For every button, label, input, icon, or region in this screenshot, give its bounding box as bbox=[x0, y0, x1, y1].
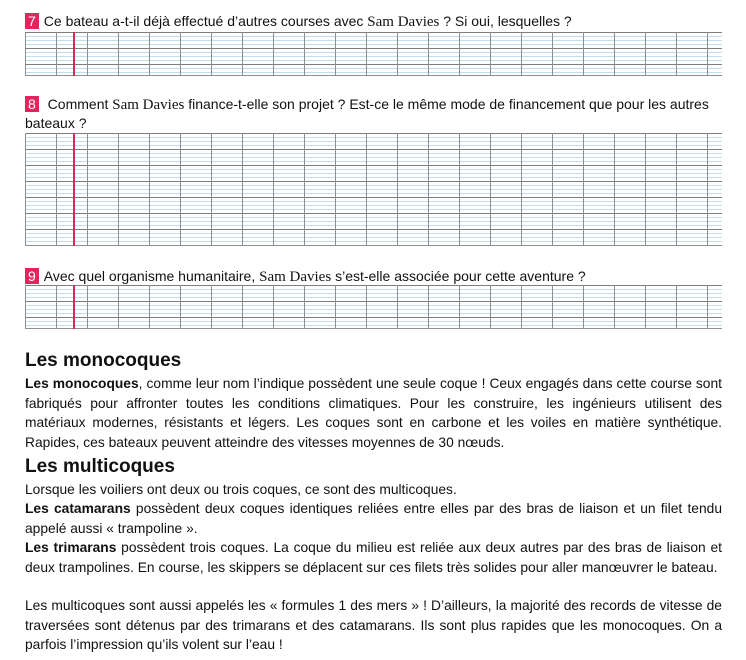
question-number: 7 bbox=[25, 13, 39, 29]
multicoques-outro: Les multicoques sont aussi appelés les « formules 1 des mers » ! D’ailleurs, la majorité des records de vitesse de traversées sont détenus par des trimarans et des catamarans. Ils sont plus rapides que les monocoques. On a parfois l’impression qu’ils volent sur l’eau ! bbox=[25, 598, 722, 652]
margin-line bbox=[73, 133, 75, 246]
question-7 bbox=[25, 12, 725, 31]
person-name: Sam Davies bbox=[367, 14, 440, 30]
question-text: Ce bateau a-t-il déjà effectué d’autres courses avec bbox=[43, 13, 368, 29]
answer-lines-8[interactable] bbox=[25, 133, 722, 246]
margin-line bbox=[73, 285, 75, 329]
question-9 bbox=[25, 267, 725, 286]
multicoques-intro: Lorsque les voiliers ont deux ou trois coques, ce sont des multicoques. bbox=[25, 482, 457, 497]
monocoques-paragraph: Les monocoques, comme leur nom l’indique possèdent une seule coque ! Ceux engagés dans cette course sont fabriqués pour affronter toutes les conditions climatiques. Pour les construire, les ingénieurs utilisent des matériaux modernes, résistants et légers. Les coques sont en carbone et les voiles en matière synthétique. Rapides, ces bateaux peuvent atteindre des vitesses moyennes de 30 nœuds. bbox=[25, 376, 722, 450]
answer-lines-9[interactable] bbox=[25, 285, 722, 329]
question-text: s’est-elle associée pour cette aventure ? bbox=[331, 268, 586, 284]
question-text: Avec quel organisme humanitaire, bbox=[43, 268, 260, 284]
person-name: Sam Davies bbox=[112, 97, 185, 113]
answer-lines-7[interactable] bbox=[25, 32, 722, 76]
margin-line bbox=[73, 32, 75, 76]
section-heading-monocoques: Les monocoques bbox=[25, 350, 182, 371]
trimarans-paragraph: Les trimarans possèdent trois coques. La coque du milieu est reliée aux deux autres par des bras de liaison et deux trampolines. En course, les skippers se déplacent sur ces filets très solides pour aller manœuvrer le bateau. bbox=[25, 540, 722, 575]
question-text: finance-t-elle son projet ? Est-ce le même mode de financement que pour les autres bateaux ? bbox=[25, 96, 709, 131]
catamarans-paragraph: Les catamarans possèdent deux coques identiques reliées entre elles par des bras de liaison et un filet tendu appelé aussi « trampoline ». bbox=[25, 501, 723, 536]
question-text: ? Si oui, lesquelles ? bbox=[439, 13, 572, 29]
section-heading-multicoques: Les multicoques bbox=[25, 456, 175, 477]
term-catamarans: Les catamarans bbox=[25, 501, 131, 516]
question-number: 8 bbox=[25, 96, 39, 112]
term-monocoques: Les monocoques bbox=[25, 376, 139, 391]
term-trimarans: Les trimarans bbox=[25, 540, 117, 555]
question-text: Comment bbox=[43, 96, 113, 112]
question-number: 9 bbox=[25, 268, 39, 284]
question-8 bbox=[25, 95, 725, 132]
person-name: Sam Davies bbox=[259, 269, 332, 285]
